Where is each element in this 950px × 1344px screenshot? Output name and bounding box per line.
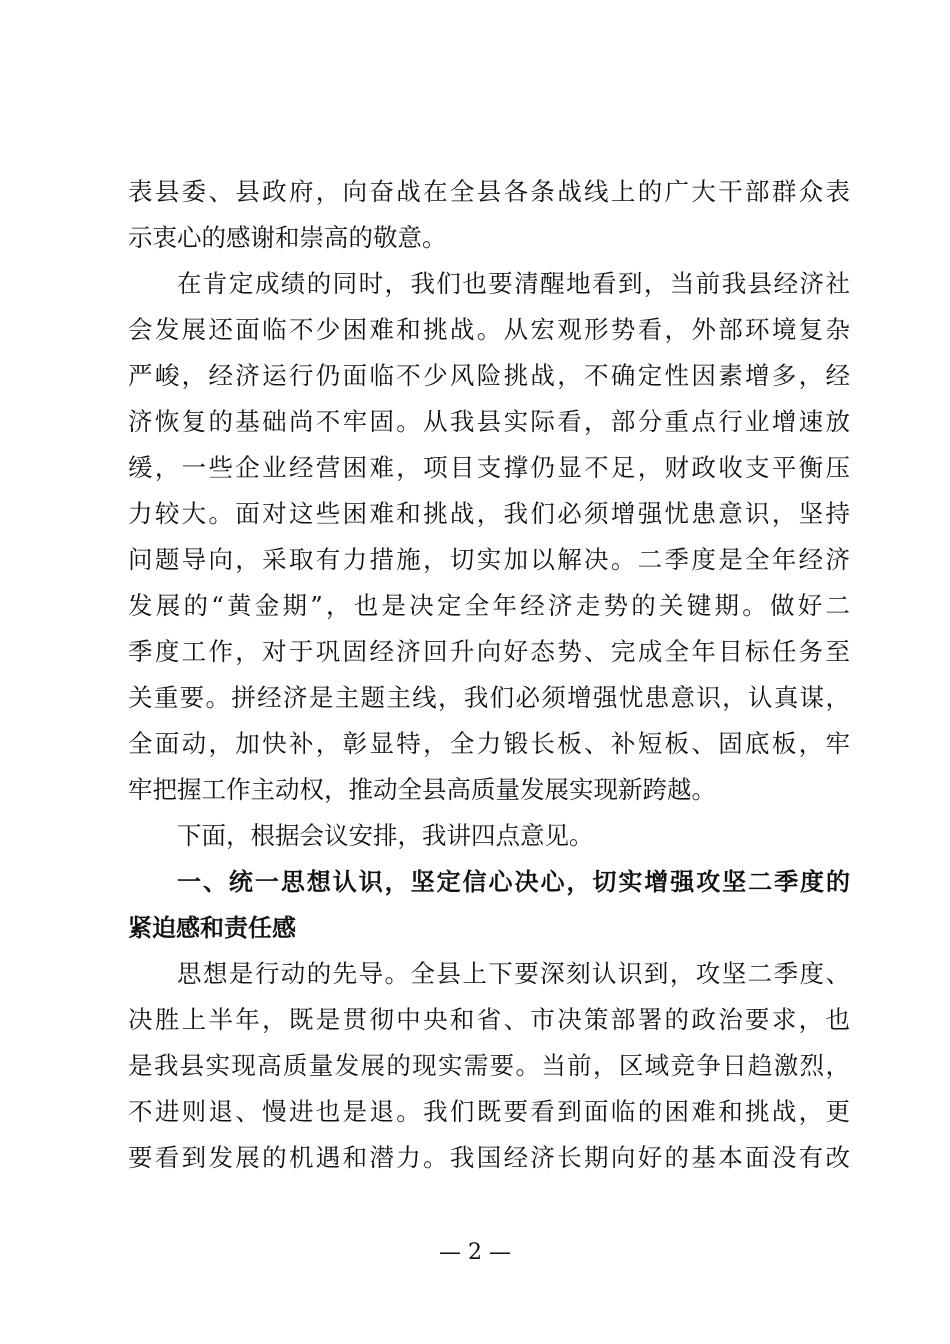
page-number: — 2 —: [439, 1240, 511, 1265]
text-line: 严峻，经济运行仍面临不少风险挑战，不确定性因素增多，经: [128, 361, 850, 390]
section-heading: 一、统一思想认识，坚定信心决心，切实增强攻坚二季度的: [177, 868, 850, 896]
text-line: 表县委、县政府，向奋战在全县各条战线上的广大干部群众表: [128, 177, 850, 206]
text-line: 力较大。面对这些困难和挑战，我们必须增强忧患意识，坚持: [128, 499, 850, 528]
text-line: 思想是行动的先导。全县上下要深刻认识到，攻坚二季度、: [177, 959, 850, 988]
text-line: 全面动，加快补，彰显特，全力锻长板、补短板、固底板，牢: [128, 729, 850, 758]
text-line: 不进则退、慢进也是退。我们既要看到面临的困难和挑战，更: [128, 1097, 850, 1126]
text-line: 下面，根据会议安排，我讲四点意见。: [177, 821, 594, 850]
text-line: 济恢复的基础尚不牢固。从我县实际看，部分重点行业增速放: [128, 407, 850, 436]
text-line: 问题导向，采取有力措施，切实加以解决。二季度是全年经济: [128, 545, 850, 574]
section-heading: 紧迫感和责任感: [128, 914, 296, 942]
text-line: 是我县实现高质量发展的现实需要。当前，区域竞争日趋激烈，: [128, 1051, 850, 1080]
text-line: 关重要。拼经济是主题主线，我们必须增强忧患意识，认真谋，: [128, 683, 850, 712]
text-line: 示衷心的感谢和崇高的敬意。: [128, 223, 447, 252]
text-line: 发展的“黄金期”，也是决定全年经济走势的关键期。做好二: [128, 591, 850, 620]
text-line: 在肯定成绩的同时，我们也要清醒地看到，当前我县经济社: [177, 269, 850, 298]
text-line: 牢把握工作主动权，推动全县高质量发展实现新跨越。: [128, 775, 716, 804]
text-line: 决胜上半年，既是贯彻中央和省、市决策部署的政治要求，也: [128, 1005, 850, 1034]
text-line: 要看到发展的机遇和潜力。我国经济长期向好的基本面没有改: [128, 1143, 850, 1172]
text-line: 缓，一些企业经营困难，项目支撑仍显不足，财政收支平衡压: [128, 453, 850, 482]
text-line: 会发展还面临不少困难和挑战。从宏观形势看，外部环境复杂: [128, 315, 850, 344]
page-body: [128, 169, 850, 1181]
text-line: 季度工作，对于巩固经济回升向好态势、完成全年目标任务至: [128, 637, 850, 666]
